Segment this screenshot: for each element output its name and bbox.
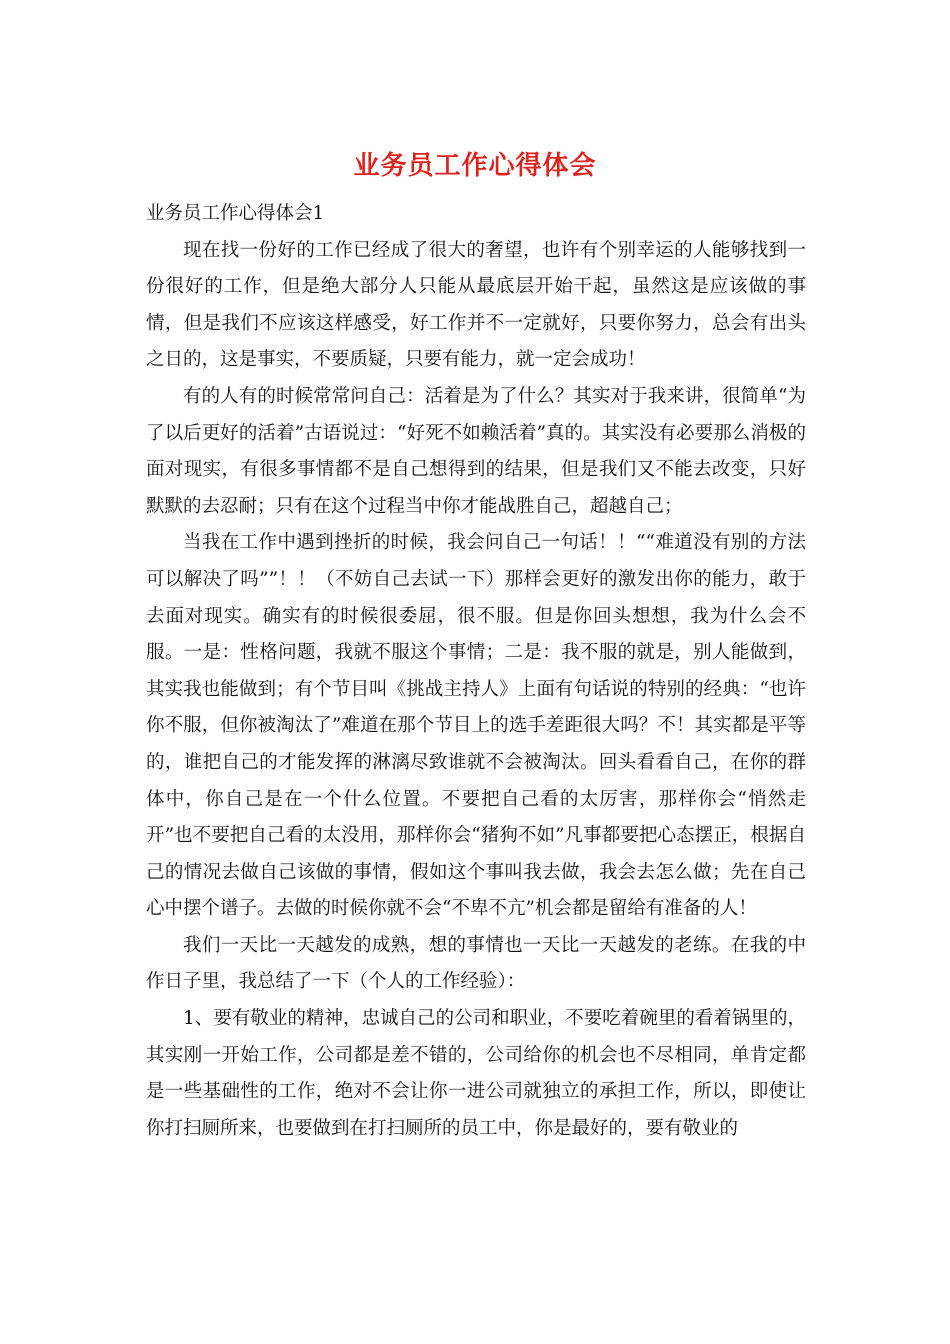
paragraph: 1、要有敬业的精神，忠诚自己的公司和职业，不要吃着碗里的看着锅里的，其实刚一开始工作，公司都是差不错的，公司给你的机会也不尽相同，单肯定都是一些基础性的工作，绝对不会让你一进公司就独立的承担工作，所以，即使让你打扫厕所来，也要做到在打扫厕所的员工中，你是最好的，要有敬业的 (146, 1008, 806, 1139)
document-title: 业务员工作心得体会 (353, 151, 597, 181)
paragraph: 现在找一份好的工作已经成了很大的奢望，也许有个别幸运的人能够找到一份很好的工作，但是绝大部分人只能从最底层开始干起，虽然这是应该做的事情，但是我们不应该这样感受，好工作并不一定就好，只要你努力，总会有出头之日的，这是事实，不要质疑，只要有能力，就一定会成功！ (146, 239, 806, 371)
paragraph: 我们一天比一天越发的成熟，想的事情也一天比一天越发的老练。在我的中作日子里，我总结了一下（个人的工作经验）： (146, 934, 806, 993)
paragraph: 有的人有的时候常常问自己：活着是为了什么？其实对于我来讲，很简单“为了以后更好的活着”古语说过：“好死不如赖活着”真的。其实没有必要那么消极的面对现实，有很多事情都不是自己想得到的结果，但是我们又不能去改变，只好默默的去忍耐；只有在这个过程当中你才能战胜自己，超越自己； (146, 385, 806, 517)
paragraph: 当我在工作中遇到挫折的时候，我会问自己一句话！！““难道没有别的方法可以解决了吗””！！（不妨自己去试一下）那样会更好的激发出你的能力，敢于去面对现实。确实有的时候很委屈，很不服。但是你回头想想，我为什么会不服。一是：性格问题，我就不服这个事情；二是：我不服的就是，别人能做到，其实我也能做到；有个节目叫《挑战主持人》上面有句话说的特别的经典：“也许你不服，但你被淘汰了”难道在那个节目上的选手差距很大吗？不！其实都是平等的，谁把自己的才能发挥的淋漓尽致谁就不会被淘汰。回头看看自己，在你的群体中，你自己是在一个什么位置。不要把自己看的太厉害，那样你会“悄然走开”也不要把自己看的太没用，那样你会“猪狗不如”凡事都要把心态摆正，根据自己的情况去做自己该做的事情，假如这个事叫我去做，我会去怎么做；先在自己心中摆个谱子。去做的时候你就不会“不卑不亢”机会都是留给有准备的人！ (146, 532, 806, 920)
document-subtitle: 业务员工作心得体会1 (146, 203, 325, 224)
document-body (146, 196, 806, 1147)
